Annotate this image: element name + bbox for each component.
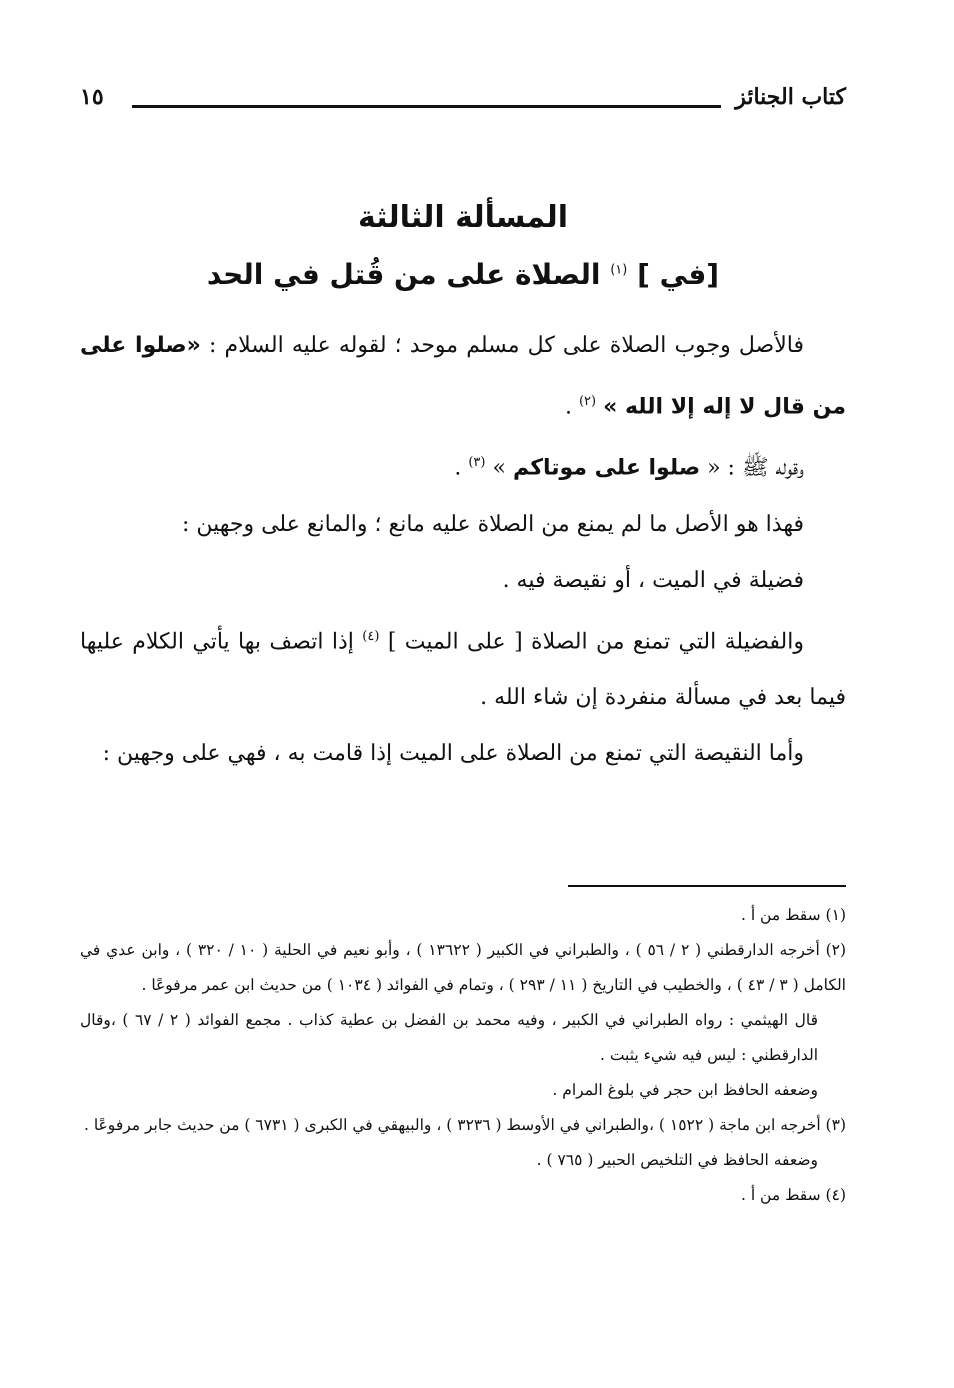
- paragraph: [80, 609, 846, 726]
- footnote-2-grading: وضعفه الحافظ ابن حجر في بلوغ المرام .: [552, 1081, 818, 1099]
- paragraph: [80, 318, 846, 435]
- quote-close: »: [492, 455, 506, 481]
- hadith-quote: «صلوا على من قال لا إله إلا الله »: [80, 333, 846, 420]
- footnote-3: (٣) أخرجه ابن ماجة ( ١٥٢٢ ) ،والطبراني في الأوسط ( ٣٢٣٦ ) ، والبيهقي في الكبرى ( ٦٧٣١ ) من حديث جابر مرفوعًا .: [83, 1116, 846, 1134]
- footnote-4: (٤) سقط من أ .: [740, 1186, 846, 1204]
- paragraph: فضيلة في الميت ، أو نقيصة فيه .: [502, 567, 804, 593]
- topic-heading: [80, 258, 846, 291]
- footnote-ref[interactable]: (٣): [468, 455, 486, 471]
- paragraph: فهذا هو الأصل ما لم يمنع من الصلاة عليه مانع ؛ والمانع على وجهين :: [181, 511, 804, 537]
- footnote-ref[interactable]: (٤): [362, 628, 380, 644]
- paragraph-text: فالأصل وجوب الصلاة على كل مسلم موحد ؛ لقوله عليه السلام :: [209, 333, 805, 358]
- footnote-1: (١) سقط من أ .: [740, 906, 846, 924]
- running-header: [80, 84, 846, 124]
- issue-heading: المسألة الثالثة: [357, 200, 569, 235]
- page-number: ١٥: [80, 84, 104, 110]
- footnote-2: (٢) أخرجه الدارقطني ( ٢ / ٥٦ ) ، والطبراني في الكبير ( ١٣٦٢٢ ) ، وأبو نعيم في الحلية ( ١٠ / ٣٢٠ ) ، وابن عدي في الكامل ( ٣ / ٤٣ ) ، والخطيب في التاريخ ( ١١ / ٢٩٣ ) ، وتمام في الفوائد ( ١٠٣٤ ) من حديث ابن عمر مرفوعًا .: [80, 941, 847, 994]
- footnote-separator: [568, 885, 846, 887]
- paragraph-text: إذا اتصف بها يأتي الكلام عليها فيما بعد في مسألة منفردة إن شاء الله .: [80, 628, 846, 710]
- paragraph-end: .: [454, 455, 462, 481]
- topic-main: الصلاة على من قُتل في الحد: [206, 258, 601, 291]
- paragraph-text: والفضيلة التي تمنع من الصلاة [ على الميت ]: [387, 628, 804, 654]
- main-text: [80, 318, 846, 782]
- topic-prefix: [في ]: [637, 258, 720, 291]
- footnote-2-comment: قال الهيثمي : رواه الطبراني في الكبير ، وفيه محمد بن الفضل بن عطية كذاب . مجمع الفوائد ( ٢ / ٦٧ ) ،وقال الدارقطني : ليس فيه شيء يثبت .: [80, 1011, 818, 1064]
- paragraph-text: وقوله ﷺ : «: [707, 455, 804, 481]
- running-title: كتاب الجنائز: [735, 84, 846, 110]
- paragraph-end: .: [564, 394, 572, 420]
- footnote-ref[interactable]: (٢): [578, 394, 597, 409]
- header-rule: [132, 105, 721, 108]
- hadith-quote: صلوا على موتاكم: [512, 455, 701, 481]
- paragraph: [80, 435, 846, 496]
- paragraph: وأما النقيصة التي تمنع من الصلاة على الميت إذا قامت به ، فهي على وجهين :: [102, 740, 804, 766]
- footnotes: [80, 898, 846, 1213]
- footnote-3-grading: وضعفه الحافظ في التلخيص الحبير ( ٧٦٥ ) .: [536, 1151, 818, 1169]
- footnote-ref[interactable]: (١): [610, 262, 628, 278]
